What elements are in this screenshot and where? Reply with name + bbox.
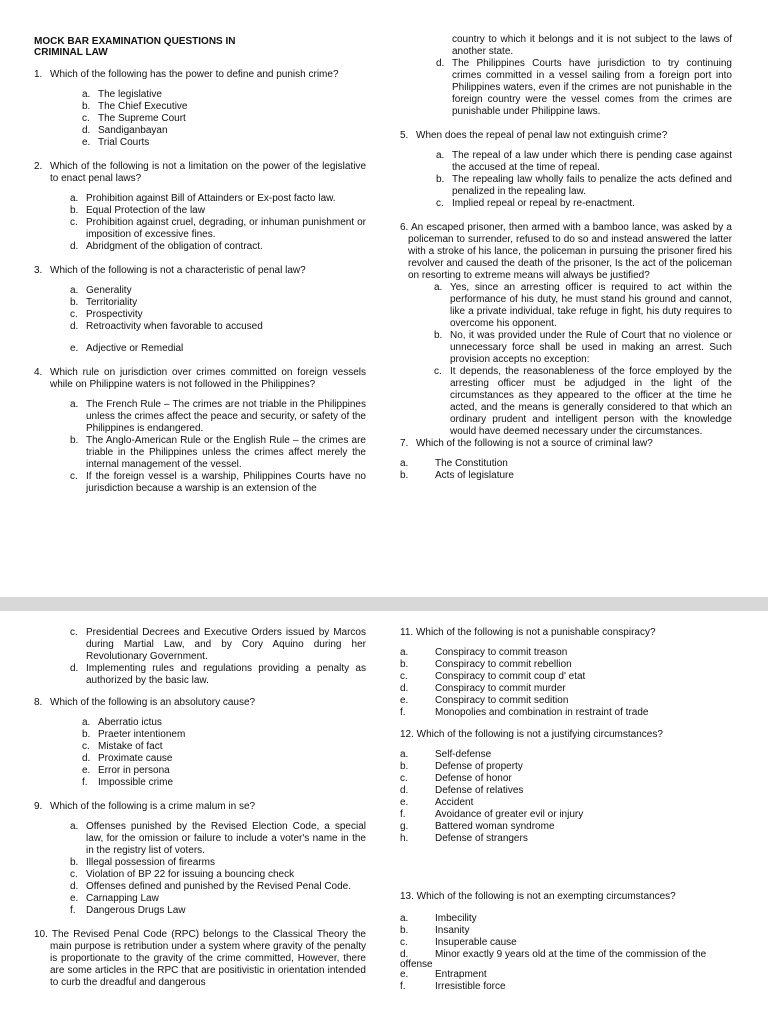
option: c. Mistake of fact	[82, 741, 163, 752]
option: e. Adjective or Remedial	[70, 343, 184, 354]
question-13-options-more	[400, 969, 732, 993]
option: d. The Philippines Courts have jurisdiction to try continuing crimes committed in a vessel sailing from a foreign port into Philippines waters, even if the crimes are not punishable in the foreign country were the vessel comes from the crimes are punishable under Philippine laws.	[436, 58, 732, 117]
question-4-option-d	[436, 58, 732, 118]
question-7-options	[400, 458, 732, 482]
question-3: 3. Which of the following is not a characteristic of penal law?	[34, 265, 306, 276]
option: e. Accident	[400, 797, 474, 808]
question-13: 13. Which of the following is not an exempting circumstances?	[400, 891, 676, 902]
option: b. The Anglo-American Rule or the English Rule – the crimes are triable in the Philippines unless the crimes affect merely the internal management of the vessel.	[70, 435, 366, 470]
option: c. Insuperable cause	[400, 937, 517, 948]
option: b. The Chief Executive	[82, 101, 188, 112]
option: b. Insanity	[400, 925, 470, 936]
option: c. Prohibition against cruel, degrading, or inhuman punishment or imposition of excessive fines.	[70, 217, 366, 240]
option: d. Sandiganbayan	[82, 125, 168, 136]
option: d. Conspiracy to commit murder	[400, 683, 566, 694]
option: b. Defense of property	[400, 761, 523, 772]
option: e. Trial Courts	[82, 137, 150, 148]
option: d. Implementing rules and regulations providing a penalty as authorized by the basic law.	[70, 663, 366, 686]
option: e. Conspiracy to commit sedition	[400, 695, 569, 706]
option: b. Equal Protection of the law	[70, 205, 205, 216]
option: a. Generality	[70, 285, 132, 296]
question-2-options	[70, 193, 366, 253]
question-8-options	[82, 717, 366, 789]
option: d. Minor exactly 9 years old at the time of the commission of the	[400, 949, 707, 960]
question-7: 7. Which of the following is not a source of criminal law?	[400, 438, 653, 449]
option: f. Irresistible force	[400, 981, 506, 992]
document-title: MOCK BAR EXAMINATION QUESTIONS IN CRIMINAL LAW	[34, 36, 236, 58]
page2-right-column	[400, 627, 732, 1003]
page1-left-column	[34, 36, 366, 507]
option: f. Monopolies and combination in restraint of trade	[400, 707, 649, 718]
option: a. Yes, since an arresting officer is required to act within the performance of his duty, he must stand his ground and cannot, like a private individual, take refuge in fight, his duty requires to overcome his opponent.	[434, 282, 732, 329]
option: c. Conspiracy to commit coup d' etat	[400, 671, 586, 682]
question-1: 1. Which of the following has the power to define and punish crime?	[34, 69, 339, 80]
option: a. The legislative	[82, 89, 162, 100]
question-5-options	[436, 150, 732, 210]
option: b. Illegal possession of firearms	[70, 857, 215, 868]
question-4-options	[70, 399, 366, 495]
document-page-2	[0, 611, 768, 1024]
option: d. Defense of relatives	[400, 785, 524, 796]
option: c. Prospectivity	[70, 309, 143, 320]
question-12: 12. Which of the following is not a justifying circumstances?	[400, 729, 663, 740]
question-8: 8. Which of the following is an absolutory cause?	[34, 697, 256, 708]
option: b. Praeter intentionem	[82, 729, 186, 740]
option: c. Violation of BP 22 for issuing a bouncing check	[70, 869, 295, 880]
page2-left-column	[34, 627, 366, 999]
option: b. Acts of legislature	[400, 470, 514, 481]
option: b. Territoriality	[70, 297, 138, 308]
option: d. Abridgment of the obligation of contract.	[70, 241, 263, 252]
question-11-options	[400, 647, 732, 719]
question-4: 4. Which rule on jurisdiction over crimes committed on foreign vessels while on Philippine waters is not followed in the Philippines?	[34, 367, 366, 390]
question-9-options	[70, 821, 366, 917]
option: a. Prohibition against Bill of Attainders or Ex-post facto law.	[70, 193, 336, 204]
question-2: 2. Which of the following is not a limitation on the power of the legislative to enact penal laws?	[34, 161, 366, 184]
option: a. The French Rule – The crimes are not triable in the Philippines unless the crimes affect the peace and security, or safety of the Philippines is endangered.	[70, 399, 366, 434]
option: d. Retroactivity when favorable to accused	[70, 321, 263, 332]
question-10: 10. The Revised Penal Code (RPC) belongs to the Classical Theory the main purpose is retribution under a system where gravity of the penalty is proportionate to the gravity of the crime committed, However, there are some articles in the RPC that are positivistic in orientation intended to curb the dreadful and dangerous	[34, 929, 366, 988]
option: a. Conspiracy to commit treason	[400, 647, 568, 658]
question-7-more-options	[70, 627, 366, 687]
option: a. The Constitution	[400, 458, 508, 469]
option: c. The Supreme Court	[82, 113, 186, 124]
option: e. Entrapment	[400, 969, 487, 980]
option: h. Defense of strangers	[400, 833, 528, 844]
question-3-extra-option	[70, 343, 366, 355]
option: b. Conspiracy to commit rebellion	[400, 659, 572, 670]
option: a. Offenses punished by the Revised Election Code, a special law, for the omission or failure to include a voter's name in the in the registry list of voters.	[70, 821, 366, 856]
option: f. Dangerous Drugs Law	[70, 905, 186, 916]
question-4-continuation: country to which it belongs and it is not subject to the laws of another state.	[452, 34, 732, 57]
option: e. Carnapping Law	[70, 893, 159, 904]
option: c. It depends, the reasonableness of the force employed by the arresting officer must be adjudged in the light of the circumstances as they appeared to the officer at the time he acted, and the means is generally considered to that which an ordinary prudent and intelligent person with the knowledge would have deemed necessary under the circumstances.	[434, 366, 732, 437]
page1-right-column	[400, 34, 732, 492]
option: a. Self-defense	[400, 749, 492, 760]
option: d. Proximate cause	[82, 753, 173, 764]
option: c. Presidential Decrees and Executive Orders issued by Marcos during Martial Law, and by Cory Aquino during her Revolutionary Government.	[70, 627, 366, 662]
option: d. Offenses defined and punished by the Revised Penal Code.	[70, 881, 351, 892]
option: a. Aberratio ictus	[82, 717, 162, 728]
question-11: 11. Which of the following is not a punishable conspiracy?	[400, 627, 656, 638]
option: f. Impossible crime	[82, 777, 174, 788]
question-12-options	[400, 749, 732, 845]
option-d-continuation: offense	[400, 959, 433, 970]
option: c. Implied repeal or repeal by re-enactment.	[436, 198, 635, 209]
question-13-options	[400, 913, 732, 961]
option: c. Defense of honor	[400, 773, 512, 784]
option: b. No, it was provided under the Rule of Court that no violence or unnecessary force shall be used in making an arrest. Such provision accepts no exception:	[434, 330, 732, 365]
option: a. Imbecility	[400, 913, 477, 924]
option: g. Battered woman syndrome	[400, 821, 555, 832]
question-1-options	[82, 89, 366, 149]
option: f. Avoidance of greater evil or injury	[400, 809, 584, 820]
question-6: 6. An escaped prisoner, then armed with a bamboo lance, was asked by a policeman to surrender, refused to do so and instead answered the latter with a stroke of his lance, the policeman in pursuing the prisoner fired his revolver and caused the death of the prisoner, Is the act of the policeman on resorting to extreme means will always be justified?	[400, 222, 732, 281]
question-5: 5. When does the repeal of penal law not extinguish crime?	[400, 130, 668, 141]
option: a. The repeal of a law under which there is pending case against the accused at the time of repeal.	[436, 150, 732, 173]
option: e. Error in persona	[82, 765, 170, 776]
question-6-options	[434, 282, 732, 438]
option: c. If the foreign vessel is a warship, Philippines Courts have no jurisdiction because a warship is an extension of the	[70, 471, 366, 494]
question-9: 9. Which of the following is a crime malum in se?	[34, 801, 256, 812]
option: b. The repealing law wholly fails to penalize the acts defined and penalized in the repealing law.	[436, 174, 732, 197]
question-3-options	[70, 285, 366, 333]
